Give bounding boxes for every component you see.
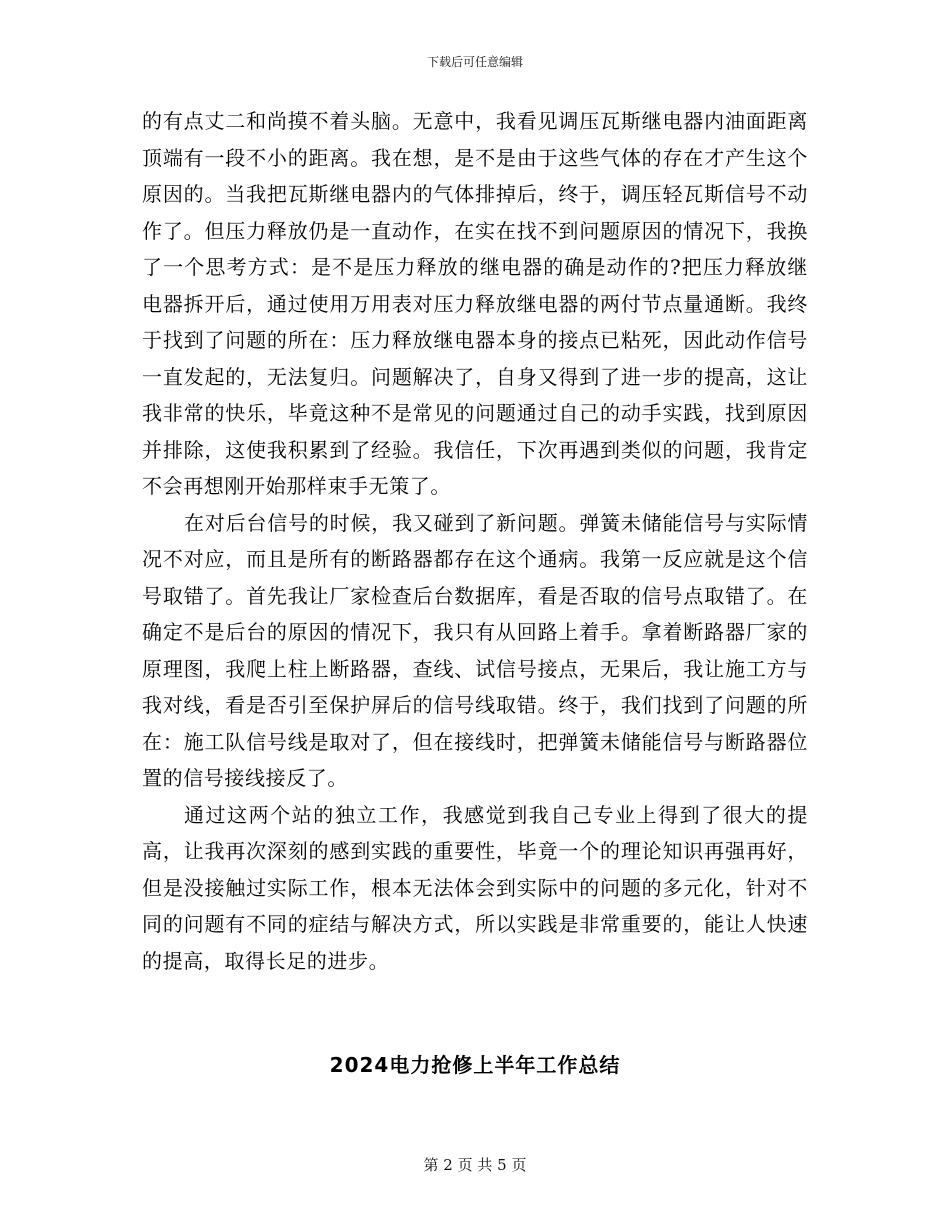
paragraph-conclusion: 通过这两个站的独立工作，我感觉到我自己专业上得到了很大的提高，让我再次深刻的感到实践的重要性，毕竟一个的理论知识再强再好，但是没接触过实际工作，根本无法体会到实际中的问题的多元化，针对不同的问题有不同的症结与解决方式，所以实践是非常重要的，能让人快速的提高，取得长足的进步。 (142, 802, 808, 973)
section-title: 2024电力抢修上半年工作总结 (329, 1053, 621, 1077)
document-body (142, 103, 808, 979)
page-header-note: 下载后可任意编辑 (426, 55, 523, 69)
paragraph-continuation: 的有点丈二和尚摸不着头脑。无意中，我看见调压瓦斯继电器内油面距离顶端有一段不小的距离。我在想，是不是由于这些气体的存在才产生这个原因的。当我把瓦斯继电器内的气体排掉后，终于，调压轻瓦斯信号不动作了。但压力释放仍是一直动作，在实在找不到问题原因的情况下，我换了一个思考方式：是不是压力释放的继电器的确是动作的?把压力释放继电器拆开后，通过使用万用表对压力释放继电器的两付节点量通断。我终于找到了问题的所在：压力释放继电器本身的接点已粘死，因此动作信号一直发起的，无法复归。问题解决了，自身又得到了进一步的提高，这让我非常的快乐，毕竟这种不是常见的问题通过自己的动手实践，找到原因并排除，这使我积累到了经验。我信任，下次再遇到类似的问题，我肯定不会再想刚开始那样束手无策了。 (142, 109, 808, 498)
page-footer-page-number: 第 2 页 共 5 页 (423, 1156, 527, 1174)
paragraph-backend-signal: 在对后台信号的时候，我又碰到了新问题。弹簧未储能信号与实际情况不对应，而且是所有的断路器都存在这个通病。我第一反应就是这个信号取错了。首先我让厂家检查后台数据库，看是否取的信号点取错了。在确定不是后台的原因的情况下，我只有从回路上着手。拿着断路器厂家的原理图，我爬上柱上断路器，查线、试信号接点，无果后，我让施工方与我对线，看是否引至保护屏后的信号线取错。终于，我们找到了问题的所在：施工队信号线是取对了，但在接线时，把弹簧未储能信号与断路器位置的信号接线接反了。 (142, 510, 808, 790)
